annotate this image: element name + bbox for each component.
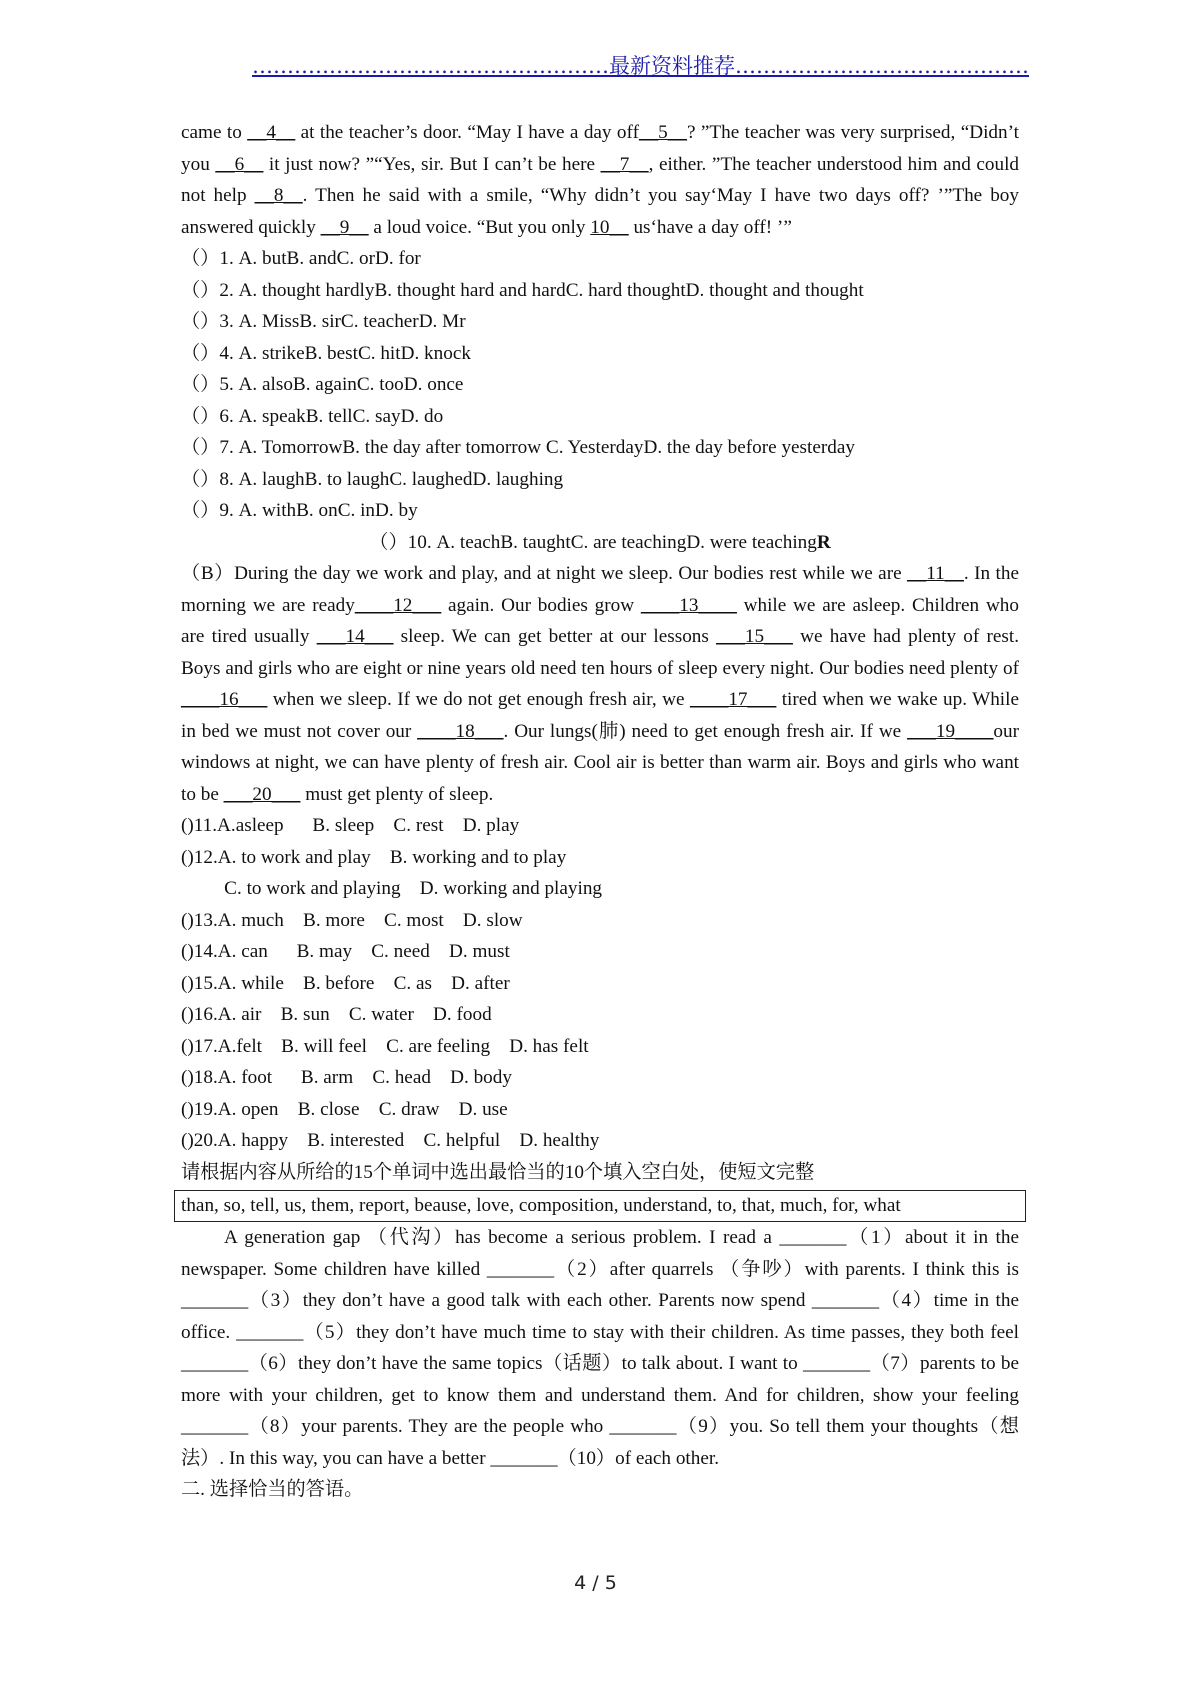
option-b-17: ()17.A.felt B. will feel C. are feeling D. has felt: [181, 1035, 589, 1057]
passage-a-segment: at the teacher’s door. “May I have a day off: [295, 122, 639, 143]
option-b-14: ()14.A. can B. may C. need D. must: [181, 941, 510, 962]
passage-a-segment: ? ”The teacher was very surprised, “Didn’t you: [181, 122, 1019, 175]
passage-b-segment: our windows at night, we can have plenty of fresh air. Cool air is better than warm air. Boys and girls who want to be: [181, 720, 1019, 805]
blank-19: ___19____: [907, 720, 994, 742]
page-number: 4 / 5: [574, 1572, 617, 1594]
option-b-12: ()12.A. to work and play B. working and to play: [181, 846, 567, 868]
passage-a-segment: us‘have a day off! ’”: [628, 216, 792, 238]
option-a-2: （）2. A. thought hardlyB. thought hard and hardC. hard thoughtD. thought and thought: [181, 279, 864, 301]
blank-6: __6__: [215, 153, 264, 175]
option-a-10-line: [181, 527, 1019, 559]
option-a-7: （）7. A. TomorrowB. the day after tomorrow C. YesterdayD. the day before yesterday: [181, 437, 855, 458]
word-bank-box: than, so, tell, us, them, report, beause, love, composition, understand, to, that, much, for, what: [174, 1190, 1026, 1222]
option-b-13: ()13.A. much B. more C. most D. slow: [181, 909, 523, 931]
blank-7: __7__: [600, 153, 649, 175]
passage-a-text: [181, 117, 1019, 243]
blank-15: ___15___: [716, 626, 793, 647]
passage-a-segment: a loud voice. “But you only: [368, 216, 591, 238]
passage-b-segment: again. Our bodies grow: [441, 594, 641, 616]
option-a-8: （）8. A. laughB. to laughC. laughedD. laughing: [181, 468, 564, 490]
passage-b-segment: while we are asleep. Children who are tired usually: [181, 594, 1019, 647]
blank-8: __8__: [254, 185, 303, 206]
option-b-19: ()19.A. open B. close C. draw D. use: [181, 1098, 508, 1120]
option-b-20: ()20.A. happy B. interested C. helpful D. healthy: [181, 1130, 600, 1151]
option-a-1: （）1. A. butB. andC. orD. for: [181, 248, 421, 269]
option-a-9: （）9. A. withB. onC. inD. by: [181, 500, 418, 521]
blank-18: ____18___: [417, 720, 504, 742]
blank-12: ____12___: [354, 594, 442, 616]
passage-c-text: A generation gap （代沟）has become a serious problem. I read a _______（1）about it in the newspaper. Some children have killed _______（2）after quarrels （争吵）with parents. I think this is _______（3）they don’t have a good talk with each other. Parents now spend _______（4）time in the office. _______（5）they don’t have much time to stay with their children. As time passes, they both feel _______（6）they don’t have the same topics（话题）to talk about. I want to _______（7）parents to be more with your children, get to know them and understand them. And for children, show your feeling _______（8）your parents. They are the people who _______（9）you. So tell them your thoughts（想法）. In this way, you can have a better _______（10）of each other.: [181, 1227, 1019, 1469]
blank-14: ___14___: [316, 626, 394, 647]
option-b-12-cont: C. to work and playing D. working and playing: [181, 878, 603, 899]
document-body: [181, 117, 1019, 1506]
section-two-heading: 二. 选择恰当的答语。: [181, 1479, 364, 1500]
blank-16: ____16___: [181, 689, 268, 710]
passage-b-segment: sleep. We can get better at our lessons: [393, 626, 717, 647]
passage-a-segment: , either. ”The teacher understood him and could not help: [181, 153, 1020, 206]
blank-4: __4__: [247, 122, 296, 143]
option-a-6: （）6. A. speakB. tellC. sayD. do: [181, 405, 444, 427]
page-header-banner: ……………………………………………最新资料推荐……………………………………: [252, 54, 1029, 78]
blank-11: __11__: [907, 563, 964, 584]
passage-b-segment: （B）During the day we work and play, and at night we sleep. Our bodies rest while we are: [181, 563, 908, 584]
blank-20: ___20___: [223, 783, 301, 805]
option-b-16: ()16.A. air B. sun C. water D. food: [181, 1004, 492, 1025]
passage-b-segment: when we sleep. If we do not get enough fresh air, we: [267, 689, 690, 710]
passage-b-segment: tired when we wake up. While in bed we must not cover our: [181, 689, 1019, 742]
option-a-3: （）3. A. MissB. sirC. teacherD. Mr: [181, 311, 466, 332]
passage-b-text: [181, 558, 1019, 810]
blank-17: ____17___: [689, 689, 777, 710]
option-a-10-mark: R: [816, 531, 831, 553]
option-a-4: （）4. A. strikeB. bestC. hitD. knock: [181, 342, 471, 364]
passage-a-segment: . Then he said with a smile, “Why didn’t you say‘May I have two days off? ’”The boy answered quickly: [181, 185, 1019, 238]
section-instruction: 请根据内容从所给的15个单词中选出最恰当的10个填入空白处，使短文完整: [181, 1161, 815, 1183]
option-a-5: （）5. A. alsoB. againC. tooD. once: [181, 374, 464, 395]
blank-9: __9__: [320, 216, 369, 238]
passage-b-segment: . In the morning we are ready: [181, 563, 1019, 616]
option-b-15: ()15.A. while B. before C. as D. after: [181, 972, 510, 994]
option-b-11: ()11.A.asleep B. sleep C. rest D. play: [181, 815, 520, 836]
passage-b-segment: . Our lungs(肺) need to get enough fresh air. If we: [503, 720, 908, 742]
passage-b-segment: must get plenty of sleep.: [300, 783, 494, 805]
blank-13: ____13____: [640, 594, 737, 616]
passage-b-segment: we have had plenty of rest. Boys and girls who are eight or nine years old need ten hours of sleep every night. Our bodies need plenty of: [181, 626, 1019, 679]
passage-a-segment: it just now? ”“Yes, sir. But I can’t be here: [263, 153, 601, 175]
blank-5: __5__: [638, 122, 687, 143]
option-a-10: （）10. A. teachB. taughtC. are teachingD. were teaching: [369, 531, 817, 553]
passage-a-segment: came to: [181, 122, 248, 143]
blank-10: 10__: [590, 216, 629, 238]
option-b-18: ()18.A. foot B. arm C. head D. body: [181, 1067, 512, 1088]
